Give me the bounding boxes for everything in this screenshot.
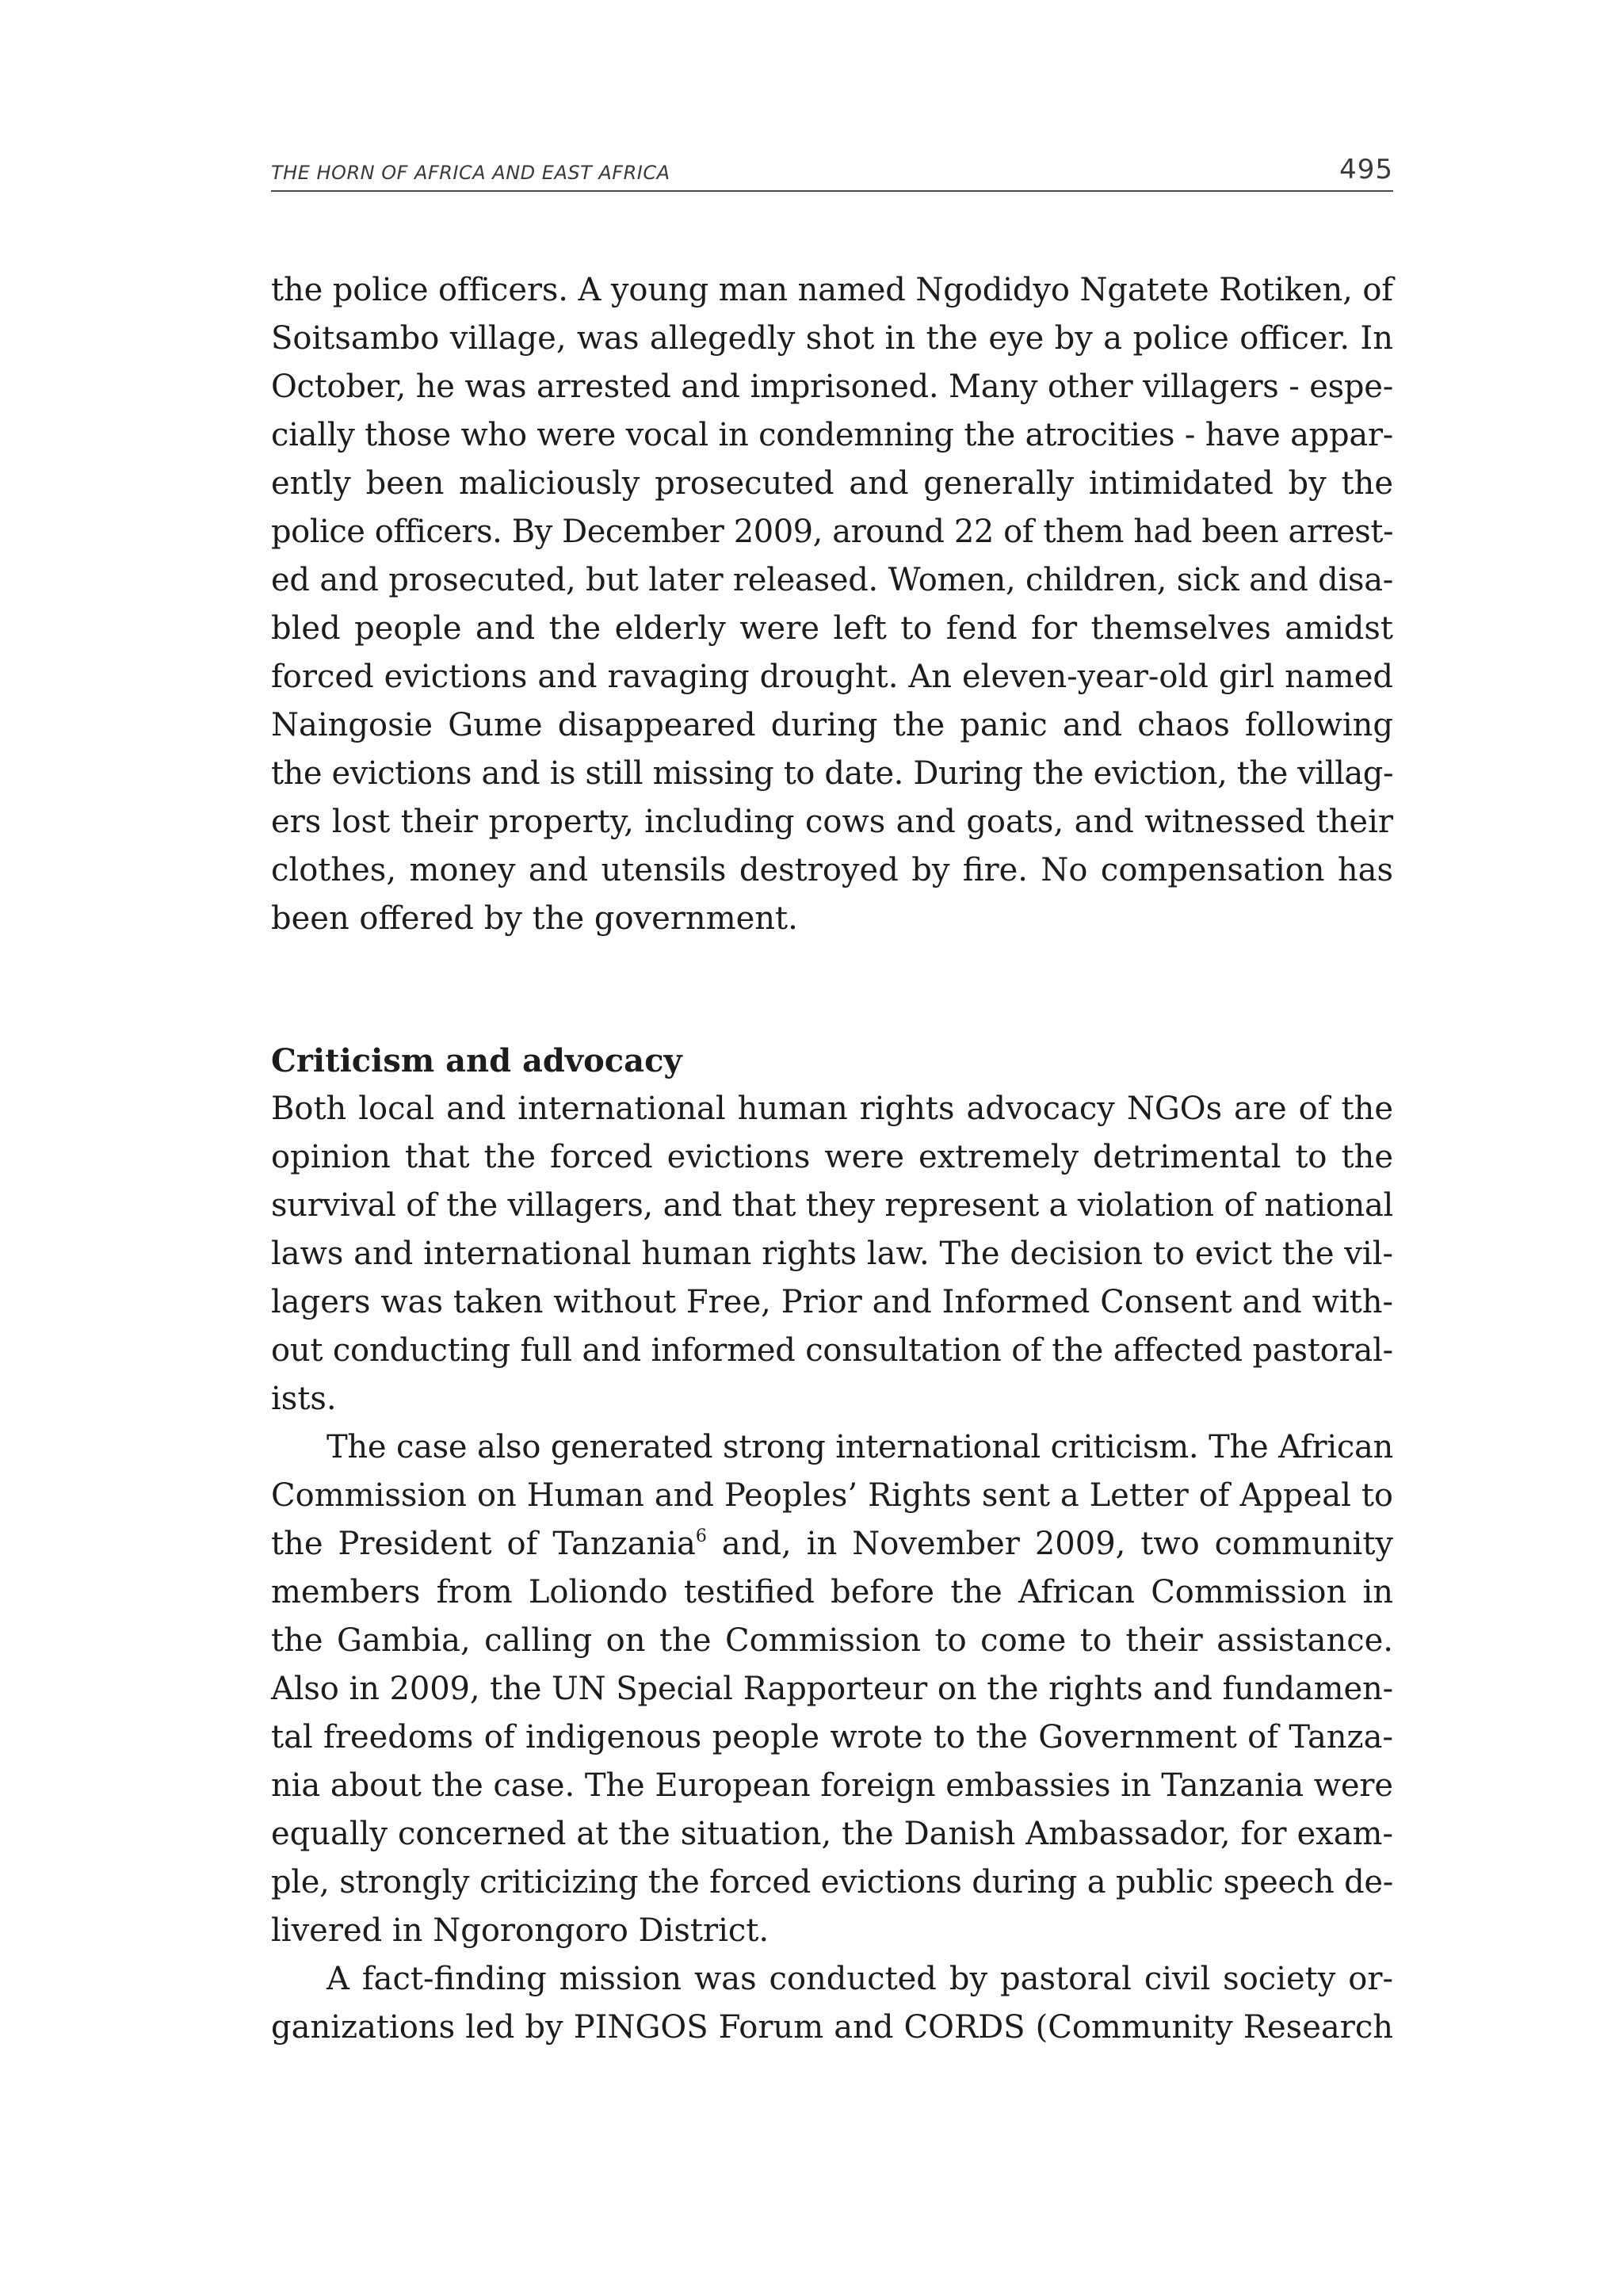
- text-line: survival of the villagers, and that they represent a violation of national: [271, 1187, 1393, 1224]
- text-line: ently been maliciously prosecuted and generally intimidated by the: [271, 465, 1393, 502]
- text-line: the evictions and is still missing to date. During the eviction, the villag-: [271, 755, 1393, 792]
- running-header: [271, 155, 1393, 192]
- text-line: Commission on Human and Peoples’ Rights sent a Letter of Appeal to: [271, 1477, 1393, 1514]
- text-line: Naingosie Gume disappeared during the panic and chaos following: [271, 707, 1393, 743]
- running-title: THE HORN OF AFRICA AND EAST AFRICA: [271, 162, 670, 184]
- text-line: lagers was taken without Free, Prior and Informed Consent and with-: [271, 1284, 1393, 1320]
- text-line: Also in 2009, the UN Special Rapporteur on the rights and fundamen-: [271, 1671, 1393, 1707]
- text-line: Soitsambo village, was allegedly shot in the eye by a police officer. In: [271, 320, 1393, 357]
- text-line-with-footnote: [271, 1520, 1393, 1568]
- text-line: A fact-finding mission was conducted by pastoral civil society or-: [327, 1961, 1393, 1997]
- text-line: members from Loliondo testified before the African Commission in: [271, 1574, 1393, 1610]
- page-number: 495: [1339, 154, 1393, 185]
- text-line: The case also generated strong international criticism. The African: [327, 1429, 1393, 1465]
- text-line: ple, strongly criticizing the forced evictions during a public speech de-: [271, 1864, 1393, 1901]
- text-segment: and, in November 2009, two community: [706, 1526, 1393, 1562]
- text-line: cially those who were vocal in condemning the atrocities - have appar-: [271, 417, 1393, 453]
- text-line: the Gambia, calling on the Commission to come to their assistance.: [271, 1622, 1393, 1659]
- text-line: opinion that the forced evictions were extremely detrimental to the: [271, 1139, 1393, 1175]
- paragraph-international-criticism: [271, 1423, 1393, 1955]
- text-line: bled people and the elderly were left to fend for themselves amidst: [271, 610, 1393, 647]
- text-line: ed and prosecuted, but later released. Women, children, sick and disa-: [271, 562, 1393, 598]
- text-line: Both local and international human rights advocacy NGOs are of the: [271, 1091, 1393, 1127]
- paragraph-eviction-details: [271, 266, 1393, 943]
- text-line: clothes, money and utensils destroyed by fire. No compensation has: [271, 852, 1393, 888]
- text-line: forced evictions and ravaging drought. An eleven-year-old girl named: [271, 659, 1393, 695]
- text-line: ganizations led by PINGOS Forum and CORDS (Community Research: [271, 2009, 1393, 2046]
- section-spacer: [271, 943, 1393, 1037]
- section-heading: Criticism and advocacy: [271, 1042, 682, 1079]
- text-line: laws and international human rights law. The decision to evict the vil-: [271, 1236, 1393, 1272]
- text-line: been offered by the government.: [271, 900, 798, 937]
- text-line: ers lost their property, including cows and goats, and witnessed their: [271, 804, 1393, 840]
- text-segment: the President of Tanzania: [271, 1526, 696, 1562]
- paragraph-fact-finding: [271, 1955, 1393, 2052]
- body-text: [271, 266, 1393, 2052]
- text-line: police officers. By December 2009, around 22 of them had been arrest-: [271, 514, 1393, 550]
- text-line: tal freedoms of indigenous people wrote to the Government of Tanza-: [271, 1719, 1393, 1755]
- text-line: nia about the case. The European foreign embassies in Tanzania were: [271, 1767, 1393, 1804]
- text-line: livered in Ngorongoro District.: [271, 1912, 769, 1949]
- footnote-reference: 6: [695, 1526, 707, 1546]
- text-line: ists.: [271, 1381, 337, 1417]
- text-line: out conducting full and informed consultation of the affected pastoral-: [271, 1332, 1393, 1369]
- text-line: equally concerned at the situation, the Danish Ambassador, for exam-: [271, 1816, 1393, 1852]
- text-line: October, he was arrested and imprisoned. Many other villagers - espe-: [271, 369, 1393, 405]
- text-line: the police officers. A young man named Ngodidyo Ngatete Rotiken, of: [271, 272, 1393, 308]
- paragraph-ngo-opinion: [271, 1085, 1393, 1423]
